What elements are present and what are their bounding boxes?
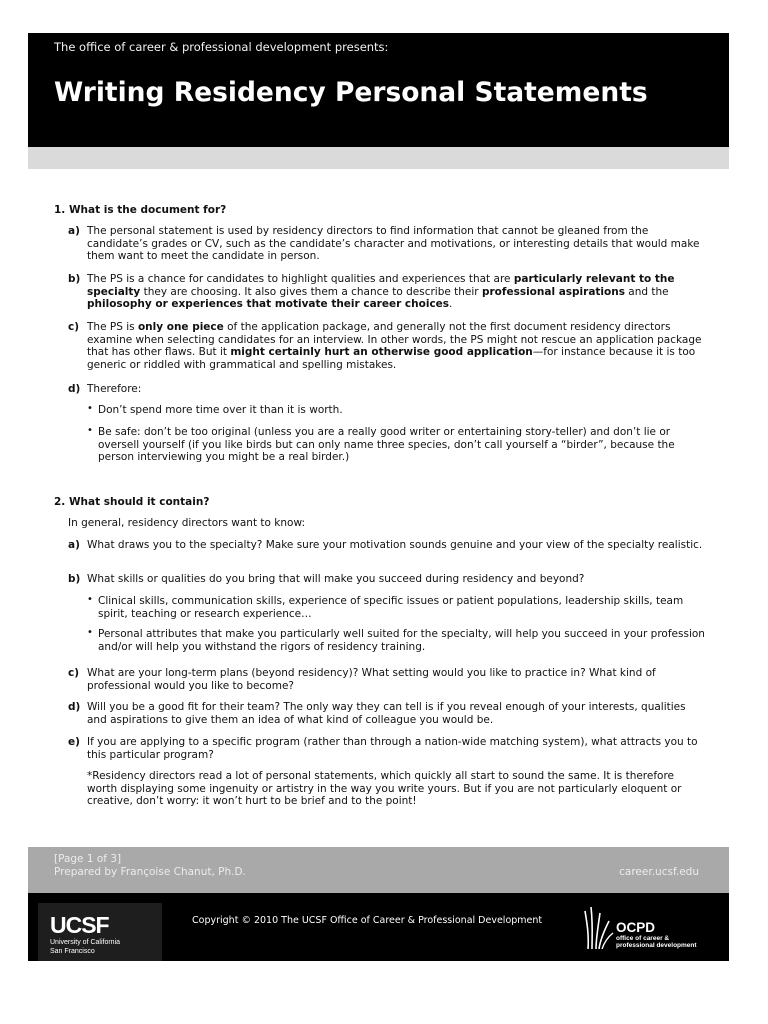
ocpd-logo-line: office of career & — [616, 935, 670, 942]
section-1-item-c — [68, 321, 708, 371]
item-label: d) — [68, 701, 81, 713]
presents-line: The office of career & professional development presents: — [54, 40, 389, 54]
item-text: The PS is a chance for candidates to highlight qualities and experiences that are particularly relevant to the specialty they are choosing. It also gives them a chance to describe their professional aspirations and the philosophy or experiences that motivate their career choices. — [87, 273, 675, 311]
item-label: c) — [68, 667, 80, 679]
ucsf-logo: UCSF University of California San Francisco — [38, 903, 162, 961]
document-title: Writing Residency Personal Statements — [54, 77, 648, 108]
header-banner — [28, 33, 729, 147]
prepared-by: Prepared by Françoise Chanut, Ph.D. — [54, 866, 246, 878]
item-label: b) — [68, 273, 81, 285]
item-label: b) — [68, 573, 81, 585]
bullet-icon: • — [87, 627, 93, 638]
section-2-item-b — [68, 573, 708, 586]
ocpd-logo: OCPD — [616, 920, 656, 935]
item-text: What are your long-term plans (beyond residency)? What setting would you like to practice in? What kind of professional would you like to become? — [87, 667, 656, 692]
website-link[interactable]: career.ucsf.edu — [619, 866, 699, 878]
item-text: Will you be a good fit for their team? The only way they can tell is if you reveal enough of your interests, qualities and aspirations to give them an idea of what kind of colleague you would be. — [87, 701, 686, 726]
item-text: What draws you to the specialty? Make sure your motivation sounds genuine and your view of the specialty realistic. — [87, 539, 703, 551]
section-1-bullet: • Don’t spend more time over it than it is worth. — [87, 403, 343, 416]
footer-bar — [28, 893, 729, 961]
item-text: The PS is only one piece of the application package, and generally not the first document residency directors examine when selecting candidates for an interview. In other words, the PS might not rescue an application package that has other flaws. But it might certainly hurt an otherwise good application—for instance because it is too generic or riddled with grammatical and spelling mistakes. — [87, 321, 702, 371]
section-2-item-d — [68, 701, 708, 726]
footer-info-band — [28, 847, 729, 893]
item-label: a) — [68, 225, 80, 237]
item-label: e) — [68, 736, 80, 748]
bullet-icon: • — [87, 403, 93, 414]
section-2-note: *Residency directors read a lot of personal statements, which quickly all start to sound the same. It is therefore worth displaying some ingenuity or artistry in the way you write yours. But if you are not particularly eloquent or creative, don’t worry: it won’t hurt to be brief and to the point! — [87, 770, 682, 808]
section-2-bullet: • Clinical skills, communication skills, experience of specific issues or patient populations, leadership skills, team spirit, teaching or research experience… — [87, 594, 684, 620]
item-label: a) — [68, 539, 80, 551]
item-text: If you are applying to a specific program (rather than through a nation-wide matching system), what attracts you to this particular program? — [87, 736, 698, 761]
ocpd-grass-icon — [584, 905, 614, 949]
ocpd-logo-line: professional development — [616, 942, 697, 949]
section-1-item-b — [68, 273, 708, 311]
item-text: Therefore: — [87, 383, 142, 395]
document-page — [28, 33, 729, 961]
section-2-intro: In general, residency directors want to know: — [68, 517, 305, 529]
section-2-item-e — [68, 736, 708, 761]
section-2-item-a — [68, 539, 708, 552]
section-1-item-d — [68, 383, 708, 396]
section-2-item-c — [68, 667, 708, 692]
section-2-bullet: • Personal attributes that make you particularly well suited for the specialty, will help you succeed in your profession and/or will help you withstand the rigors of residency training. — [87, 627, 705, 653]
section-1-item-a — [68, 225, 708, 263]
section-1-bullet: • Be safe: don’t be too original (unless you are a really good writer or entertaining story-teller) and don’t lie or oversell yourself (if you like birds but can only name three species, don’t call yourself a “birder”, because the person interviewing you might be a real birder.) — [87, 425, 675, 464]
bullet-icon: • — [87, 594, 93, 605]
section-2-heading: 2. What should it contain? — [54, 496, 210, 508]
item-label: d) — [68, 383, 81, 395]
copyright-notice: Copyright © 2010 The UCSF Office of Career & Professional Development — [192, 915, 543, 926]
item-label: c) — [68, 321, 80, 333]
item-text: What skills or qualities do you bring that will make you succeed during residency and beyond? — [87, 573, 585, 585]
header-divider-band — [28, 147, 729, 169]
bullet-icon: • — [87, 425, 93, 436]
item-text: The personal statement is used by residency directors to find information that cannot be gleaned from the candidate’s grades or CV, such as the candidate’s character and motivations, or interesting details that would make them want to meet the candidate in person. — [87, 225, 700, 263]
section-1-heading: 1. What is the document for? — [54, 204, 227, 216]
page-indicator: [Page 1 of 3] — [54, 853, 122, 865]
